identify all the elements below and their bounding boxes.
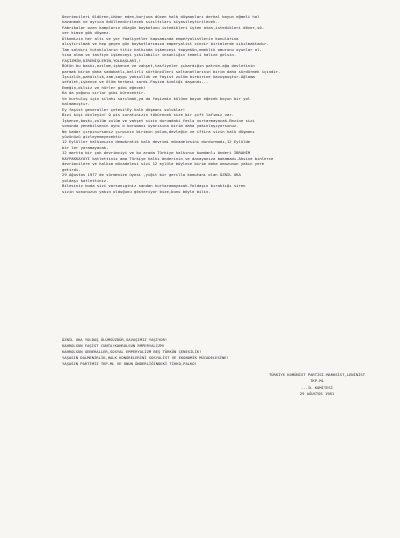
slogan-line: YAŞASIN PARTİMİZ TKP-ML VE ONUN ÖNDERLİĞİNDEKİ TİKKO,PALKO! xyxy=(62,361,197,366)
body-line: yüzünüzü gizleyemeyecektir. xyxy=(62,133,125,139)
body-line: yoldaşı katlettiniz. xyxy=(62,177,109,183)
body-line: alıştırılmak ve hep geçen gün boykotlarımıza emperyalist zincir birimlerde sıkılmaktadır. xyxy=(62,41,269,47)
body-line: Bilesiniz buda sizi varsanıginiz sandan kurtaramayacak.Yoldaşın bıraktığı siren xyxy=(62,183,246,189)
body-line: kazanmak ve ayrıca ödüllendirilecek sızıltıları siyasileştirilecek.. xyxy=(62,19,220,25)
body-line: getirdi. xyxy=(62,166,81,172)
signature-line: ...İL KOMİTESİ xyxy=(300,384,333,390)
body-line: 12 martta bir çok devrimciyi ve bu arada Türkiye halkının kumdanlı önderi İBRAHİM xyxy=(62,150,251,156)
body-line: bir ler yaramayacak. xyxy=(62,144,109,150)
signature-line: 29 AĞUSTOS 1981 xyxy=(299,390,335,396)
signature-line: TÜRKİYE KOMÜNİST PARTİSİ-MARKSİST,LENİNİST xyxy=(268,372,365,377)
body-line: 29 Ağustos 1977 de sürmenize üyesi ,yiğit bir gerilla komutanı olan ÖZNİL UKA xyxy=(62,172,241,178)
body-line: Ne kadar çırpınırsanız çırpının birimin yolum,devleğin ve iftira sizin halk düşmanı xyxy=(62,128,255,134)
body-line: İşkence,baskı,zulüm zulüm ve vahşet sizin durumdaki feslə vurtarmayacak.Emzine sizi xyxy=(62,117,255,123)
body-line: sonunda yenebilsenin aynı o korumanı uyarısına birim daha yakınlaşıyorsunuz. xyxy=(62,123,239,129)
body-line: FAŞİZMİN,DİRENİŞLERİN,YOLDAŞLARI,! xyxy=(62,57,141,63)
body-line: ver kimse gök düşmez. xyxy=(62,30,111,36)
body-line: Ey faşist generaller çetesi!Ey halk düşmanı soluklar! xyxy=(62,106,186,112)
signature-line: TKP-ML xyxy=(310,378,324,384)
body-line: Devrimcileri öldüren,ihbar eden,burjuva düzen halk düşmanları derhal boyun eğmeli hal xyxy=(62,14,260,19)
body-line: kalmamıştır. xyxy=(62,101,90,107)
body-line: sizin sonunuzun yakın olduğunu gösteriyor bize,bunu böyle bilin. xyxy=(62,188,211,194)
slogan-line: ÖZNİL UKA YOLDAŞ ÖLÜMSÜZDÜR,SAVAŞIMIZ YAŞIYOR! xyxy=(62,337,168,342)
signature-block xyxy=(262,372,372,397)
body-line: Tam saldırı tutukluların titiz halkında işkenceyi topyekün,emeklik omurunu oyunlar al- xyxy=(62,46,262,52)
slogan-line: KAHROLSUN GENERALLER,SOSYAL EMPERYALİZM BEŞ TÜRKÜN ÇENESİLİK! xyxy=(62,349,202,354)
body-line: Ve kurtuluş için silahı sarılmak,ya da faşizmin külüne boyun eğecek boyun bir yol xyxy=(62,95,251,101)
body-line: Ülkemizin her altı ve yer faaliyetler kapsamında emperyalistlerin konularına xyxy=(62,35,239,41)
slogan-line: KAHROLSUN FAŞİST CUNTA!KAHROLSUN EMPERYALİZM! xyxy=(62,343,165,348)
body-line: KAYPAKKAYAYI katlettiniz ama Türkiye halkı önderinin ve davayanıza bakamadı.Aksine binlerce xyxy=(62,155,274,161)
body-line: İşsizlik,pahalılık,zam,saygı yoksulluk ve faşist zulüm birbirine kavuşmuştur.Ağlama xyxy=(62,73,255,79)
body-line: 12 Eylüller halkımızın demokratik halk devrimi mücadelesini durdurmadı,12 Eylülde xyxy=(62,139,251,145)
body-line: Ka da yoğunu sırlar gibi kürecektir. xyxy=(62,90,146,96)
body-line: sefalet,işkence ve ölüm herkesi sardı.Faşizm kimliği daşandı... xyxy=(62,79,209,85)
body-line: Emeğin,dilsiz ve hürler gibi eğecek! xyxy=(62,84,146,90)
body-line: devrimcilere ve halkım mücadelesi sizi 12 eylüle böylece birim daha omuzunun yakın yere xyxy=(62,161,265,167)
slogan-line: YAŞASIN DALMENİRLİK,HALK KONGRELERİNİ SOSYALİST VE EKONOMİK MÜCADELESİNE! xyxy=(62,355,229,360)
slogan-list xyxy=(62,337,362,367)
body-line: Bütün bu baskı,ezilme,işkence ve vahşet,tasfiyeler çıkardığın patron-ağa devletinin xyxy=(62,63,255,69)
body-line: tına alma ve tasfiye işkenceyi yıkılabilir insanlığın temeli haline gelsin. xyxy=(62,52,237,58)
body-line: parmak birim daha sadakatlı,belirli sürtüncüleri saltanatlarının birim daha sürdürmek içindir. xyxy=(62,68,281,74)
body-line: Bizi kişi dinleyin! O pis suratınızın tükürecek size bir çift lafımız var. xyxy=(62,112,234,118)
body-line: Fabrikalar ozen kampların düzgün boykotunu istedikleri işten atan,istedikleri döver,sö- xyxy=(62,24,265,30)
leaflet-body-text xyxy=(62,14,362,194)
